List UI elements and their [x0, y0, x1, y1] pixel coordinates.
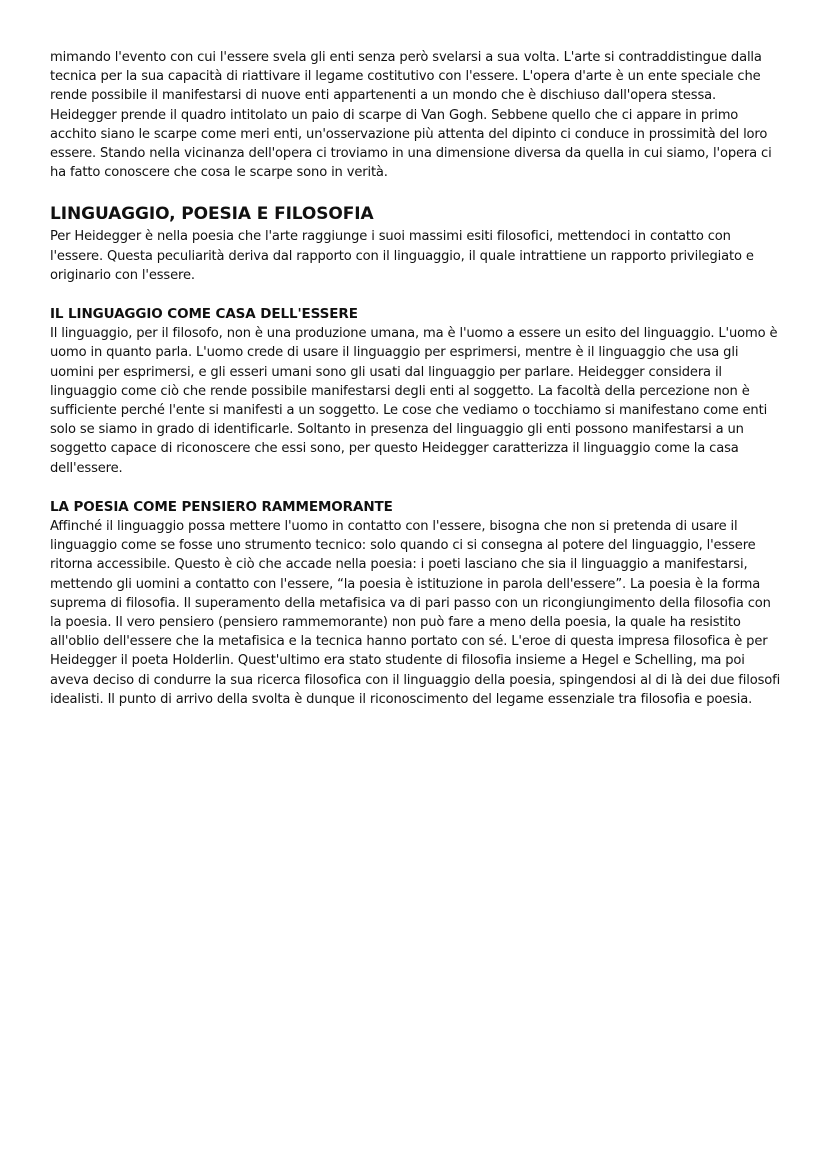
section-heading-linguaggio-casa-essere: IL LINGUAGGIO COME CASA DELL'ESSERE [50, 306, 358, 323]
section2-paragraph: Il linguaggio, per il filosofo, non è una produzione umana, ma è l'uomo a essere un esito del linguaggio. L'uomo è uomo in quanto parla. L'uomo crede di usare il linguaggio per esprimersi, mentre è il linguaggio che usa gli uomini per esprimersi, e gli esseri umani sono gli usati dal linguaggio per parlare. Heidegger considera il linguaggio come ciò che rende possibile manifestarsi degli enti al soggetto. La facoltà della percezione non è sufficiente perché l'ente si manifesti a un soggetto. Le cose che vediamo o tocchiamo si manifestano come enti solo se siamo in grado di identificarle. Soltanto in presenza del linguaggio gli enti possono manifestarsi a un soggetto capace di riconoscere che essi sono, per questo Heidegger caratterizza il linguaggio come la casa dell'essere. [50, 326, 778, 476]
section-heading-poesia-pensiero-rammemorante: LA POESIA COME PENSIERO RAMMEMORANTE [50, 498, 393, 515]
section1-paragraph: Per Heidegger è nella poesia che l'arte raggiunge i suoi massimi esiti filosofici, mettendoci in contatto con l'essere. Questa peculiarità deriva dal rapporto con il linguaggio, il quale intrattiene un rapporto privilegiato e originario con l'essere. [50, 229, 754, 283]
section3-paragraph: Affinché il linguaggio possa mettere l'uomo in contatto con l'essere, bisogna che non si pretenda di usare il linguaggio come se fosse uno strumento tecnico: solo quando ci si consegna al potere del linguaggio, l'essere ritorna accessibile. Questo è ciò che accade nella poesia: i poeti lasciano che sia il linguaggio a manifestarsi, mettendo gli uomini a contatto con l'essere, “la poesia è istituzione in parola dell'essere”. La poesia è la forma suprema di filosofia. Il superamento della metafisica va di pari passo con un ricongiungimento della filosofia con la poesia. Il vero pensiero (pensiero rammemorante) non può fare a meno della poesia, la quale ha resistito all'oblio dell'essere che la metafisica e la tecnica hanno portato con sé. L'eroe di questa impresa filosofica è per Heidegger il poeta Holderlin. Quest'ultimo era stato studente di filosofia insieme a Hegel e Schelling, ma poi aveva deciso di condurre la sua ricerca filosofica con il linguaggio della poesia, spingendosi al di là dei due filosofi idealisti. Il punto di arrivo della svolta è dunque il riconoscimento del legame essenziale tra filosofia e poesia. [50, 519, 781, 707]
document-page [50, 48, 782, 709]
section-heading-linguaggio-poesia-filosofia: LINGUAGGIO, POESIA E FILOSOFIA [50, 204, 374, 225]
intro-paragraph: mimando l'evento con cui l'essere svela gli enti senza però svelarsi a sua volta. L'arte si contraddistingue dalla tecnica per la sua capacità di riattivare il legame costitutivo con l'essere. L'opera d'arte è un ente speciale che rende possibile il manifestarsi di nuove enti appartenenti a un mondo che è dischiuso dall'opera stessa. Heidegger prende il quadro intitolato un paio di scarpe di Van Gogh. Sebbene quello che ci appare in primo acchito siano le scarpe come meri enti, un'osservazione più attenta del dipinto ci conduce in prossimità del loro essere. Stando nella vicinanza dell'opera ci troviamo in una dimensione diversa da quella in cui siamo, l'opera ci ha fatto conoscere che cosa le scarpe sono in verità. [50, 50, 772, 181]
